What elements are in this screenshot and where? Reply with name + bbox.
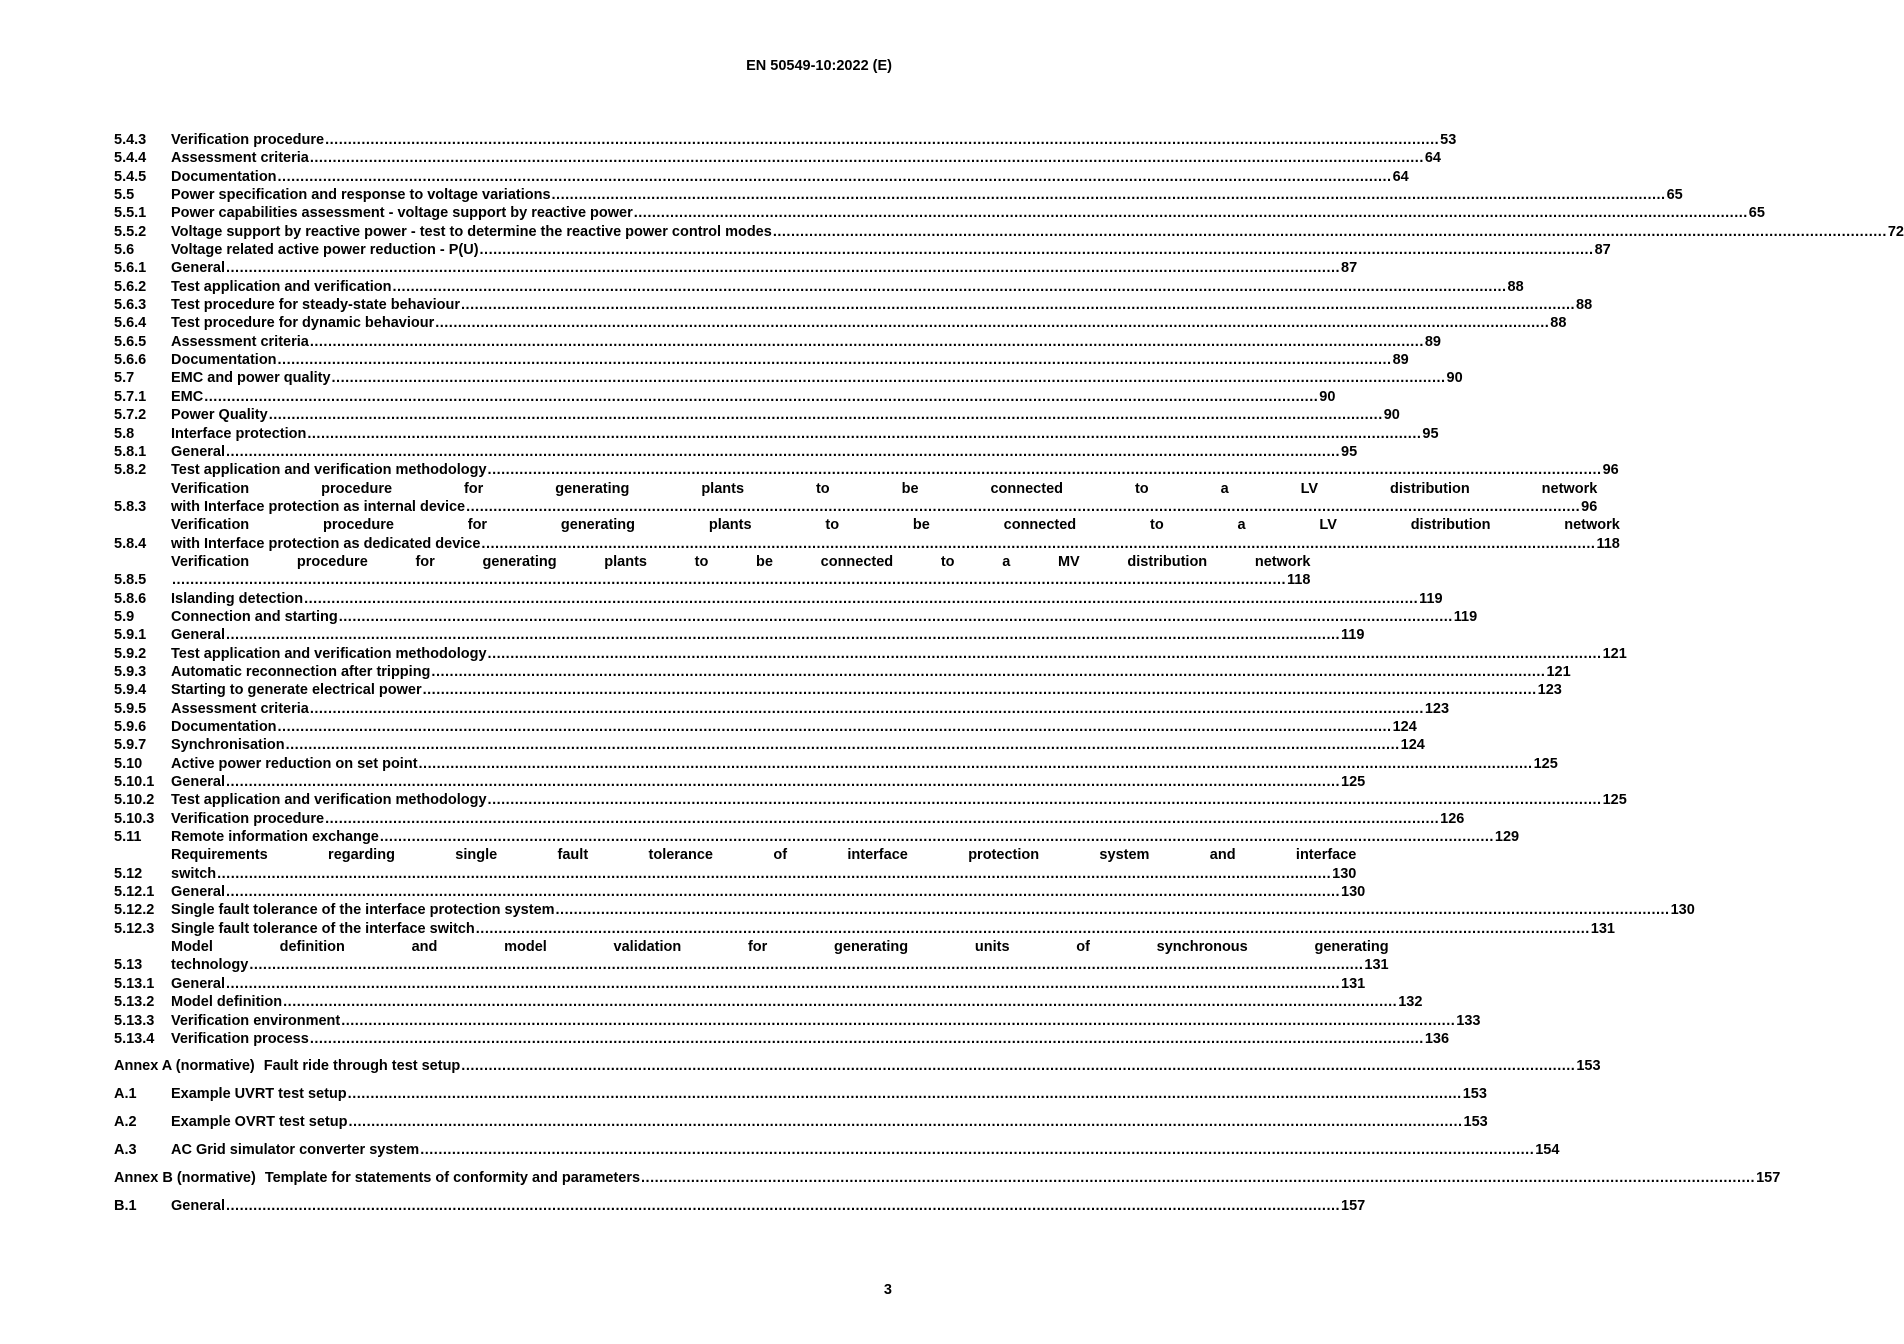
toc-entry[interactable] bbox=[114, 993, 1423, 1011]
toc-entry-title: General bbox=[171, 627, 225, 644]
toc-entry[interactable] bbox=[114, 259, 1358, 277]
toc-entry-page: 123 bbox=[1537, 682, 1562, 699]
toc-entry-title: Connection and starting bbox=[171, 608, 338, 625]
toc-entry-title: Single fault tolerance of the interface switch bbox=[171, 920, 475, 937]
toc-entry-number: 5.9.3 bbox=[114, 663, 147, 680]
toc-entry-title: Islanding detection bbox=[171, 590, 304, 607]
toc-entry-title: with Interface protection as internal device bbox=[171, 498, 466, 515]
toc-entry-title: Voltage support by reactive power - test to determine the reactive power control modes bbox=[171, 223, 772, 240]
toc-entry[interactable] bbox=[114, 773, 1366, 791]
toc-entry[interactable] bbox=[114, 1197, 1366, 1215]
toc-entry-title: Synchronisation bbox=[171, 737, 285, 754]
toc-entry[interactable] bbox=[114, 920, 1615, 938]
toc-entry[interactable] bbox=[114, 975, 1366, 993]
toc-annex-entry[interactable] bbox=[114, 1169, 1781, 1187]
toc-entry[interactable] bbox=[114, 223, 1904, 241]
toc-entry-title-line1: Requirements regarding single fault tolerance of interface protection system and interface bbox=[171, 847, 1357, 864]
toc-entry[interactable] bbox=[114, 608, 1478, 626]
toc-entry-title: Fault ride through test setup bbox=[263, 1058, 461, 1075]
dot-leader bbox=[348, 1085, 1462, 1103]
dot-leader bbox=[310, 333, 1424, 351]
toc-entry-number: 5.8.1 bbox=[114, 443, 147, 460]
toc-entry-page: 136 bbox=[1424, 1030, 1450, 1047]
toc-entry-number: 5.4.5 bbox=[114, 168, 147, 185]
toc-entry[interactable] bbox=[114, 828, 1520, 846]
toc-entry-page: 64 bbox=[1392, 168, 1409, 185]
dot-leader bbox=[325, 810, 1439, 828]
toc-entry-number: 5.9.2 bbox=[114, 645, 147, 662]
toc-entry-number: 5.4.4 bbox=[114, 150, 147, 167]
toc-entry-title: Test application and verification methodology bbox=[171, 792, 487, 809]
toc-entry-number: 5.8.5 bbox=[114, 572, 147, 589]
dot-leader bbox=[226, 773, 1340, 791]
dot-leader bbox=[348, 1113, 1462, 1131]
toc-entry[interactable] bbox=[114, 425, 1439, 443]
toc-entry-page: 131 bbox=[1590, 920, 1615, 937]
toc-entry-number: 5.8.6 bbox=[114, 590, 147, 607]
toc-entry[interactable] bbox=[114, 516, 1620, 553]
toc-entry-page: 53 bbox=[1440, 132, 1457, 148]
toc-entry[interactable] bbox=[114, 810, 1465, 828]
toc-entry-page: 89 bbox=[1424, 333, 1441, 350]
toc-entry-title: EMC bbox=[171, 388, 204, 405]
toc-entry[interactable] bbox=[114, 846, 1357, 883]
dot-leader bbox=[488, 461, 1602, 479]
toc-entry-page: 118 bbox=[1596, 535, 1620, 552]
toc-entry-page: 129 bbox=[1494, 829, 1520, 846]
toc-entry-number: 5.12 bbox=[114, 865, 143, 882]
toc-entry-page: 119 bbox=[1453, 608, 1478, 625]
toc-entry-number: Annex A (normative) bbox=[114, 1058, 255, 1075]
toc-entry-page: 89 bbox=[1392, 352, 1409, 369]
dot-leader bbox=[226, 975, 1340, 993]
toc-entry-number: 5.7 bbox=[114, 370, 135, 387]
dot-leader bbox=[310, 700, 1424, 718]
toc-entry-number: 5.6.2 bbox=[114, 278, 147, 295]
toc-entry-page: 96 bbox=[1581, 498, 1598, 515]
toc-entry[interactable] bbox=[114, 351, 1409, 369]
toc-entry-number: 5.13.4 bbox=[114, 1030, 155, 1047]
toc-annex-entry[interactable] bbox=[114, 1057, 1601, 1075]
toc-entry-title: Active power reduction on set point bbox=[171, 755, 418, 772]
toc-entry-number: 5.9.1 bbox=[114, 627, 147, 644]
toc-entry-page: 157 bbox=[1341, 1198, 1366, 1215]
toc-entry-number: 5.10 bbox=[114, 755, 143, 772]
toc-entry[interactable] bbox=[114, 296, 1593, 314]
toc-entry-number: 5.10.2 bbox=[114, 792, 155, 809]
toc-entry-number: 5.13.2 bbox=[114, 994, 155, 1011]
toc-entry-title: EMC and power quality bbox=[171, 370, 331, 387]
toc-entry-page: 87 bbox=[1594, 242, 1611, 259]
toc-entry-page: 125 bbox=[1341, 774, 1366, 791]
toc-entry-title: Verification environment bbox=[171, 1012, 341, 1029]
toc-entry-title: Example UVRT test setup bbox=[171, 1086, 347, 1103]
toc-entry-page: 125 bbox=[1533, 755, 1558, 772]
toc-entry-title: General bbox=[171, 1198, 225, 1215]
toc-entry[interactable] bbox=[114, 663, 1571, 681]
toc-entry-number: 5.13.1 bbox=[114, 975, 155, 992]
toc-entry-number: 5.6 bbox=[114, 242, 135, 259]
dot-leader bbox=[556, 901, 1670, 919]
toc-entry-title: Voltage related active power reduction - P(U) bbox=[171, 242, 479, 259]
toc-entry-number: 5.6.5 bbox=[114, 333, 147, 350]
dot-leader bbox=[226, 883, 1340, 901]
toc-entry[interactable] bbox=[114, 791, 1627, 809]
toc-entry[interactable] bbox=[114, 1012, 1481, 1030]
toc-entry[interactable] bbox=[114, 736, 1425, 754]
toc-entry-title: Verification process bbox=[171, 1030, 309, 1047]
dot-leader bbox=[461, 296, 1575, 314]
toc-entry-page: 121 bbox=[1602, 645, 1627, 662]
toc-entry-number: 5.5.2 bbox=[114, 223, 147, 240]
toc-entry-number: 5.12.1 bbox=[114, 884, 155, 901]
dot-leader bbox=[269, 406, 1383, 424]
toc-entry-title: AC Grid simulator converter system bbox=[171, 1142, 420, 1159]
toc-entry-number: 5.8.3 bbox=[114, 498, 147, 515]
toc-entry-number: Annex B (normative) bbox=[114, 1170, 256, 1187]
toc-entry-number: 5.10.3 bbox=[114, 810, 155, 827]
toc-entry-page: 96 bbox=[1602, 462, 1619, 479]
toc-entry-number: 5.13.3 bbox=[114, 1012, 155, 1029]
toc-entry-title: technology bbox=[171, 957, 249, 974]
toc-entry-title: General bbox=[171, 443, 225, 460]
dot-leader bbox=[634, 204, 1748, 222]
toc-entry-page: 118 bbox=[1287, 572, 1311, 589]
dot-leader bbox=[481, 535, 1595, 553]
toc-entry[interactable] bbox=[114, 461, 1619, 479]
toc-entry-title: Documentation bbox=[171, 168, 277, 185]
page-number: 3 bbox=[883, 1282, 892, 1298]
toc-entry-number: 5.9 bbox=[114, 608, 135, 625]
toc-entry-title: switch bbox=[171, 865, 217, 882]
toc-entry-title: Test procedure for dynamic behaviour bbox=[171, 315, 435, 332]
toc-entry-title: Remote information exchange bbox=[171, 829, 379, 846]
toc-entry-number: 5.9.6 bbox=[114, 719, 147, 735]
toc-entry[interactable] bbox=[114, 388, 1336, 406]
dot-leader bbox=[204, 388, 1318, 406]
toc-entry-number: A.1 bbox=[114, 1086, 137, 1103]
toc-entry-number: B.1 bbox=[114, 1198, 137, 1215]
toc-entry-number: 5.11 bbox=[114, 829, 142, 846]
toc-entry-number: A.2 bbox=[114, 1114, 137, 1131]
toc-entry-number: 5.8.4 bbox=[114, 535, 147, 552]
dot-leader bbox=[278, 718, 1392, 736]
toc-entry[interactable] bbox=[114, 700, 1450, 718]
toc-entry-number: 5.8 bbox=[114, 425, 135, 442]
toc-entry-number: 5.8.2 bbox=[114, 462, 147, 479]
toc-entry[interactable] bbox=[114, 204, 1765, 222]
dot-leader bbox=[435, 314, 1549, 332]
toc-entry-page: 119 bbox=[1341, 627, 1365, 644]
toc-entry-title: Single fault tolerance of the interface protection system bbox=[171, 902, 555, 919]
dot-leader bbox=[226, 443, 1340, 461]
table-of-contents bbox=[114, 131, 1904, 1215]
toc-entry-page: 95 bbox=[1422, 425, 1439, 442]
toc-entry-page: 90 bbox=[1446, 370, 1463, 387]
toc-entry-title: Power specification and response to voltage variations bbox=[171, 187, 551, 204]
toc-entry-page: 119 bbox=[1419, 590, 1443, 607]
toc-entry-number: 5.13 bbox=[114, 957, 143, 974]
dot-leader bbox=[488, 791, 1602, 809]
toc-entry-page: 65 bbox=[1748, 205, 1765, 222]
toc-entry-page: 87 bbox=[1341, 260, 1358, 277]
toc-entry-number: 5.6.3 bbox=[114, 297, 147, 314]
toc-entry-number: 5.7.1 bbox=[114, 388, 147, 405]
toc-entry[interactable] bbox=[114, 278, 1524, 296]
toc-entry-page: 90 bbox=[1319, 388, 1336, 405]
dot-leader bbox=[488, 645, 1602, 663]
toc-entry[interactable] bbox=[114, 241, 1611, 259]
toc-entry[interactable] bbox=[114, 681, 1562, 699]
toc-entry-page: 88 bbox=[1576, 297, 1593, 314]
toc-entry[interactable] bbox=[114, 755, 1558, 773]
dot-leader bbox=[431, 663, 1545, 681]
toc-entry-number: 5.6.1 bbox=[114, 260, 147, 277]
toc-entry-page: 153 bbox=[1463, 1114, 1488, 1131]
toc-entry-title: with Interface protection as dedicated device bbox=[171, 535, 481, 552]
dot-leader bbox=[380, 828, 1494, 846]
toc-entry-page: 123 bbox=[1424, 700, 1450, 717]
toc-entry-title: General bbox=[171, 260, 225, 277]
toc-entry[interactable] bbox=[114, 626, 1365, 644]
toc-entry[interactable] bbox=[114, 406, 1400, 424]
dot-leader bbox=[304, 590, 1418, 608]
dot-leader bbox=[226, 1197, 1340, 1215]
toc-entry-title: General bbox=[171, 975, 225, 992]
toc-entry-title: Power capabilities assessment - voltage support by reactive power bbox=[171, 205, 633, 222]
toc-entry-title: Starting to generate electrical power bbox=[171, 682, 422, 699]
dot-leader bbox=[476, 920, 1590, 938]
dot-leader bbox=[339, 608, 1453, 626]
document-header: EN 50549-10:2022 (E) bbox=[746, 58, 892, 74]
toc-entry[interactable] bbox=[114, 718, 1417, 736]
toc-entry-number: 5.9.5 bbox=[114, 700, 147, 717]
dot-leader bbox=[278, 351, 1392, 369]
toc-entry[interactable] bbox=[114, 883, 1366, 901]
toc-entry[interactable] bbox=[114, 901, 1695, 919]
toc-entry-title: Automatic reconnection after tripping bbox=[171, 663, 431, 680]
toc-entry-page: 88 bbox=[1550, 315, 1567, 332]
dot-leader bbox=[278, 168, 1392, 186]
toc-entry[interactable] bbox=[114, 590, 1443, 608]
dot-leader bbox=[310, 1030, 1424, 1048]
toc-entry-title-line1: Model definition and model validation for generating units of synchronous generating bbox=[171, 939, 1389, 956]
toc-entry[interactable] bbox=[114, 480, 1598, 517]
toc-entry-title-line1: Verification procedure for generating plants to be connected to a LV distribution network bbox=[171, 517, 1620, 534]
toc-entry-page: 125 bbox=[1602, 792, 1627, 809]
toc-entry-page: 126 bbox=[1440, 810, 1465, 827]
toc-entry-number: 5.6.6 bbox=[114, 352, 147, 369]
toc-entry-title: General bbox=[171, 884, 225, 901]
toc-entry-page: 154 bbox=[1535, 1142, 1560, 1159]
toc-entry-number: 5.9.7 bbox=[114, 737, 147, 754]
toc-entry-title: Power Quality bbox=[171, 407, 268, 424]
dot-leader bbox=[283, 993, 1397, 1011]
toc-entry-page: 153 bbox=[1576, 1058, 1601, 1075]
toc-entry-title-line1: Verification procedure for generating plants to be connected to a MV distribution network bbox=[171, 553, 1311, 570]
toc-entry[interactable] bbox=[114, 1113, 1488, 1131]
toc-entry[interactable] bbox=[114, 1085, 1487, 1103]
dot-leader bbox=[466, 498, 1580, 516]
toc-entry-page: 88 bbox=[1507, 278, 1524, 295]
dot-leader bbox=[423, 681, 1537, 699]
toc-entry-page: 130 bbox=[1670, 902, 1695, 919]
toc-entry[interactable] bbox=[114, 443, 1358, 461]
toc-entry-title: Assessment criteria bbox=[171, 333, 309, 350]
toc-entry-number: 5.5 bbox=[114, 187, 135, 204]
toc-entry[interactable] bbox=[114, 1030, 1450, 1048]
toc-entry-title: Documentation bbox=[171, 719, 277, 735]
toc-entry-number: 5.5.1 bbox=[114, 205, 147, 222]
dot-leader bbox=[172, 571, 1286, 589]
toc-entry[interactable] bbox=[114, 333, 1441, 351]
dot-leader bbox=[226, 626, 1340, 644]
toc-entry-title: Verification procedure bbox=[171, 132, 325, 148]
toc-entry-page: 133 bbox=[1456, 1012, 1481, 1029]
toc-entry[interactable] bbox=[114, 149, 1441, 167]
toc-entry-title: Documentation bbox=[171, 352, 277, 369]
toc-entry-page: 131 bbox=[1341, 975, 1366, 992]
toc-entry-number: 5.6.4 bbox=[114, 315, 147, 332]
dot-leader bbox=[310, 149, 1424, 167]
toc-entry-title: Template for statements of conformity and parameters bbox=[264, 1170, 641, 1187]
toc-entry-page: 132 bbox=[1398, 994, 1423, 1011]
toc-entry-page: 124 bbox=[1400, 737, 1425, 754]
dot-leader bbox=[641, 1169, 1755, 1187]
dot-leader bbox=[419, 755, 1533, 773]
toc-entry[interactable] bbox=[114, 131, 1457, 149]
dot-leader bbox=[325, 131, 1439, 149]
toc-entry-title: Interface protection bbox=[171, 425, 307, 442]
dot-leader bbox=[249, 956, 1363, 974]
toc-entry-title: Assessment criteria bbox=[171, 150, 309, 167]
toc-entry-number: 5.4.3 bbox=[114, 132, 147, 148]
toc-entry-page: 72 bbox=[1887, 223, 1904, 240]
dot-leader bbox=[286, 736, 1400, 754]
toc-entry-page: 131 bbox=[1364, 957, 1389, 974]
toc-entry-title: Test application and verification bbox=[171, 278, 392, 295]
toc-entry-title: Example OVRT test setup bbox=[171, 1114, 348, 1131]
dot-leader bbox=[217, 865, 1331, 883]
dot-leader bbox=[341, 1012, 1455, 1030]
toc-entry-page: 90 bbox=[1383, 407, 1400, 424]
dot-leader bbox=[773, 223, 1887, 241]
toc-entry-page: 130 bbox=[1332, 865, 1357, 882]
dot-leader bbox=[480, 241, 1594, 259]
toc-entry[interactable] bbox=[114, 186, 1683, 204]
dot-leader bbox=[332, 369, 1446, 387]
toc-entry[interactable] bbox=[114, 168, 1409, 186]
toc-entry-page: 153 bbox=[1462, 1086, 1487, 1103]
dot-leader bbox=[393, 278, 1507, 296]
toc-entry-page: 64 bbox=[1424, 150, 1441, 167]
toc-entry-title: General bbox=[171, 774, 225, 791]
toc-entry-page: 121 bbox=[1546, 663, 1571, 680]
toc-entry[interactable] bbox=[114, 938, 1389, 975]
toc-entry[interactable] bbox=[114, 645, 1627, 663]
toc-entry-page: 65 bbox=[1666, 187, 1683, 204]
toc-entry-page: 157 bbox=[1756, 1170, 1781, 1187]
toc-entry[interactable] bbox=[114, 314, 1567, 332]
toc-entry-page: 124 bbox=[1392, 719, 1417, 735]
toc-entry-title: Test application and verification methodology bbox=[171, 645, 487, 662]
toc-entry-title: Test application and verification methodology bbox=[171, 462, 487, 479]
toc-entry-number: 5.12.3 bbox=[114, 920, 155, 937]
toc-entry-title: Assessment criteria bbox=[171, 700, 309, 717]
toc-entry-title: Test procedure for steady-state behaviour bbox=[171, 297, 461, 314]
toc-entry-title: Model definition bbox=[171, 994, 283, 1011]
toc-entry[interactable] bbox=[114, 369, 1463, 387]
toc-entry-page: 130 bbox=[1341, 884, 1366, 901]
toc-entry-title: Verification procedure bbox=[171, 810, 325, 827]
toc-entry-title-line1: Verification procedure for generating plants to be connected to a LV distribution network bbox=[171, 480, 1598, 497]
dot-leader bbox=[226, 259, 1340, 277]
toc-entry-page: 95 bbox=[1341, 443, 1358, 460]
toc-entry-number: 5.7.2 bbox=[114, 407, 147, 424]
dot-leader bbox=[307, 425, 1421, 443]
dot-leader bbox=[420, 1141, 1534, 1159]
toc-entry-number: A.3 bbox=[114, 1142, 137, 1159]
toc-entry-number: 5.12.2 bbox=[114, 902, 155, 919]
dot-leader bbox=[552, 186, 1666, 204]
dot-leader bbox=[461, 1057, 1575, 1075]
toc-entry[interactable] bbox=[114, 553, 1311, 590]
toc-entry-number: 5.9.4 bbox=[114, 682, 147, 699]
toc-entry[interactable] bbox=[114, 1141, 1560, 1159]
toc-entry-number: 5.10.1 bbox=[114, 774, 155, 791]
